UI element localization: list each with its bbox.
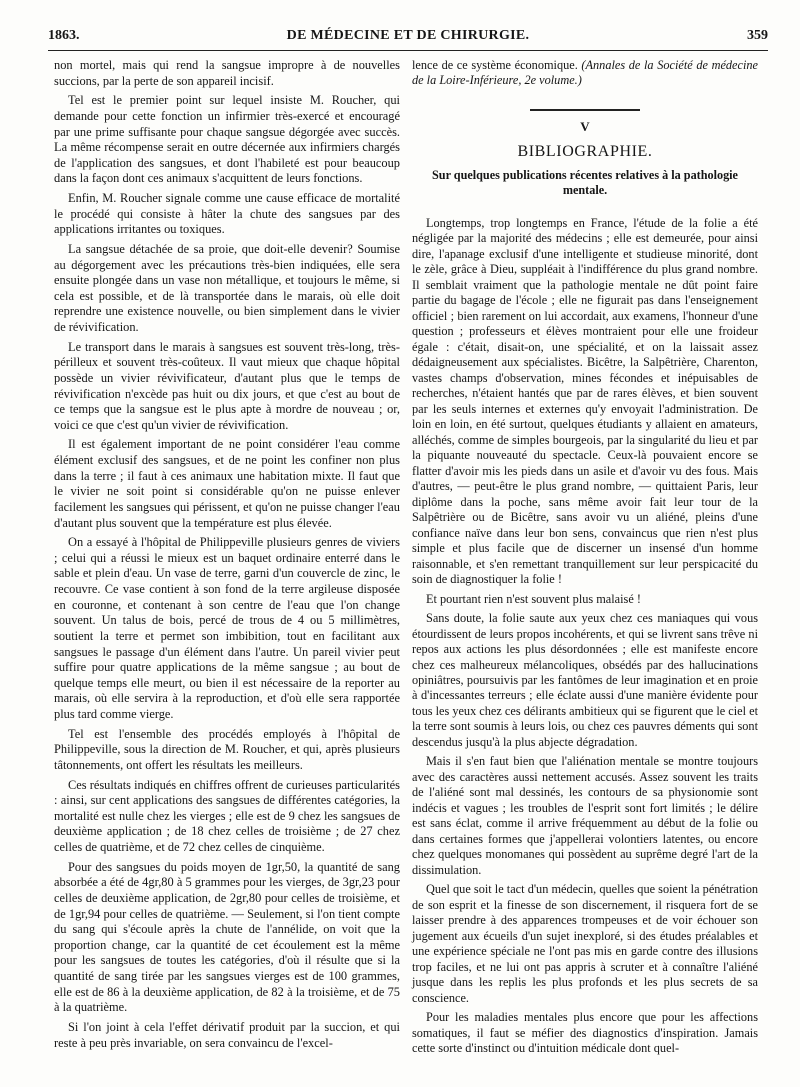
paragraph: Si l'on joint à cela l'effet dérivatif produit par la succion, et qui reste à peu près invariable, on sera convaincu de l'excel- bbox=[54, 1019, 400, 1050]
paragraph: Pour les maladies mentales plus encore que pour les affections somatiques, il faut se méfier des diagnostics d'inspiration. Jamais cette sorte d'instinct ou d'intuition médicale dont quel- bbox=[412, 1010, 758, 1056]
header-year: 1863. bbox=[48, 28, 80, 43]
left-column bbox=[54, 58, 400, 1055]
paragraph: non mortel, mais qui rend la sangsue impropre à de nouvelles succions, par la perte de son appareil incisif. bbox=[54, 58, 400, 88]
section-separator bbox=[530, 109, 640, 111]
paragraph: Quel que soit le tact d'un médecin, quelles que soient la pénétration de son esprit et la finesse de son discernement, il risquera fort de se laisser prendre à des apparences trompeuses et de voir échouer son jugement aux écueils d'un sujet inexploré, si des études préalables et une expérience spéciale ne l'ont pas mis en garde contre des illusions trop faciles, et ne lui ont pas appris à scruter et à connaître l'aliéné jusque dans les replis les plus profonds et les plus secrets de sa conscience. bbox=[412, 882, 758, 1005]
section-number: V bbox=[580, 118, 590, 134]
paragraph: La sangsue détachée de sa proie, que doit-elle devenir? Soumise au dégorgement avec les précautions très-bien indiquées, elle sera ensuite plongée dans un vase non métallique, et toujours le même, si cela est possible, et de là transportée dans le marais, où elle doit reprendre une existence nouvelle, ou bien simplement dans le vivier de révivification. bbox=[54, 241, 400, 334]
source-reference: (Annales de la Société de médecine de la Loire-Inférieure, 2e volume.) bbox=[412, 58, 759, 88]
paragraph: Pour des sangsues du poids moyen de 1gr,50, la quantité de sang absorbée a été de 4gr,80 à 5 grammes pour les vierges, de 3gr,23 pour celles de deuxième application, de 2gr,80 pour celles de troisième, et de 1gr,94 pour celles de quatrième. — Seulement, si l'on tient compte du sang qui s'écoule après la chute de l'annélide, on voit que la proportion change, car la quantité de cet écoulement est la même pour les sangsues de toutes les catégories, d'où il résulte que si la quantité de sang tirée par les sangsues vierges est de 100 grammes, elle est de 86 à la deuxième application, de 82 à la troisième, et de 75 à la quatrième. bbox=[54, 859, 400, 1015]
header-journal-title: DE MÉDECINE ET DE CHIRURGIE. bbox=[286, 28, 530, 43]
continuation-text: lence de ce système économique. bbox=[412, 58, 578, 72]
section-title: BIBLIOGRAPHIE. bbox=[517, 143, 653, 161]
bibliography-body bbox=[412, 216, 758, 1057]
header-rule bbox=[48, 50, 768, 51]
page-number: 359 bbox=[747, 28, 768, 43]
paragraph: Enfin, M. Roucher signale comme une cause efficace de mortalité le procédé qui consiste à hâter la chute des sangsues par des applications irritantes ou toxiques. bbox=[54, 191, 400, 237]
paragraph: Tel est l'ensemble des procédés employés à l'hôpital de Philippeville, sous la direction de M. Roucher, et qui, après plusieurs tâtonnements, ont offert les résultats les meilleurs. bbox=[54, 726, 400, 772]
paragraph: Il est également important de ne point considérer l'eau comme élément exclusif des sangsues, et de ne point les confiner non plus dans la terre ; il faut à ces animaux une habitation mixte. Il faut que le vivier ne soit point si considérable qu'on ne puisse enlever facilement les sangsues qui périssent, et qu'on ne puisse changer l'eau d'autant plus souvent que la température est plus élevée. bbox=[54, 437, 400, 530]
paragraph: Mais il s'en faut bien que l'aliénation mentale se montre toujours avec des caractères aussi nettement accusés. Assez souvent les traits de l'aliéné sont mal dessinés, les contours de sa physionomie sont indécis et vagues ; les troubles de l'esprit sont fort limités ; le délire est sans éclat, comme il arrive fréquemment au début de la folie ou dans certaines formes que j'appellerai volontiers latentes, ou encore chez quelques monomanes qui possèdent au suprême degré l'art de la dissimulation. bbox=[412, 754, 758, 877]
paragraph: Et pourtant rien n'est souvent plus malaisé ! bbox=[426, 591, 641, 606]
continuation-paragraph bbox=[412, 58, 758, 89]
section-subtitle: Sur quelques publications récentes relatives à la pathologie mentale. bbox=[432, 167, 738, 197]
paragraph: Ces résultats indiqués en chiffres offrent de curieuses particularités : ainsi, sur cent applications des sangsues de différentes catégories, la mortalité est nulle chez les vierges ; elle est de 9 chez les sangsues de deuxième application ; de 18 chez celles de troisième ; de 27 chez celles de quatrième, et de 72 chez celles de cinquième. bbox=[54, 777, 400, 854]
paragraph: On a essayé à l'hôpital de Philippeville plusieurs genres de viviers ; celui qui a réussi le mieux est un baquet ordinaire enterré dans le sable et plein d'eau. Un vase de terre, garni d'un couvercle de zinc, le recouvre. Ce vase contient à son fond de la terre argileuse disposée en couronne, et contenant à son centre de l'eau que l'on change souvent. Un talus de bois, percé de trous de 4 ou 5 millimètres, soutient la terre et permet son imbibition, tout en facilitant aux sangsues le passage d'un élément dans l'autre. Un pareil vivier peut suffire pour quatre applications de la même sangsue ; au bout de quelque temps elle meurt, ou bien il est nécessaire de la reporter au marais, où elle servira à la reproduction, et d'où elle sera rapportée plus tard comme vierge. bbox=[54, 535, 400, 721]
paragraph: Le transport dans le marais à sangsues est souvent très-long, très-périlleux et souvent très-coûteux. Il vaut mieux que chaque hôpital possède un vivier révivificateur, d'autant plus que le temps de révivification n'excède pas huit ou dix jours, et que c'est au bout de ce temps que la sangsue est le plus apte à mordre de nouveau ; or, voici ce que c'est qu'un vivier de révivification. bbox=[54, 339, 400, 432]
paragraph: Longtemps, trop longtemps en France, l'étude de la folie a été négligée par la majorité des médecins ; elle est demeurée, pour ainsi dire, l'apanage exclusif d'une intelligente et studieuse minorité, dont le zèle, grâce à Dieu, suppléait à l'indifférence du plus grand nombre. Il semblait vraiment que la pathologie mentale ne dût point faire partie du bagage de l'école ; elle ne figurait pas dans l'enseignement officiel ; bien rarement on lui accordait, aux examens, l'honneur d'une question ; professeurs et élèves montraient pour elle une froideur égale : c'était, disait-on, une spécialité, et on la laissait assez dédaigneusement aux spécialistes. Bicêtre, la Salpêtrière, Charenton, vastes champs d'observation, mines fécondes et inépuisables de recherches, n'étaient hantés que par de rares élèves, et bien souvent par les seuls internes et externes qu'y envoyait l'administration. De loin en loin, en été surtout, quelques étudiants y allaient en amateurs, alléchés, comme de simples bourgeois, par la singularité du lieu et par la piquante nouveauté du spectacle. Ceux-là pouvaient encore se flatter d'avoir mis les pieds dans un asile et d'avoir vu des fous. Mais d'autres, — peut-être le plus grand nombre, — quittaient Paris, leur diplôme dans la poche, sans même avoir fait leur tour de la Salpêtrière ou de Bicêtre, sans avoir vu un aliéné, pleins d'une confiance naïve dans leur bon sens, convaincus que rien n'est plus simple et plus facile que de discerner un insensé d'un homme raisonnable, et s'en remettant tranquillement sur leur perspicacité du soin de diagnostiquer la folie ! bbox=[412, 215, 758, 587]
running-header bbox=[48, 28, 768, 50]
paragraph: Tel est le premier point sur lequel insiste M. Roucher, qui demande pour cette fonction un infirmier très-exercé et encouragé par une prime suffisante pour chaque sangsue dégorgée avec succès. La même récompense serait en outre décernée aux infirmiers chargés de l'application des sangsues, et dont l'habileté est pour beaucoup dans la façon dont ces animaux s'acquittent de leurs fonctions. bbox=[54, 93, 400, 186]
paragraph: Sans doute, la folie saute aux yeux chez ces maniaques qui vous étourdissent de leurs propos incohérents, et qui se livrent sans trêve ni repos aux actions les plus désordonnées ; elle est manifeste encore chez ces malheureux mélancoliques, obsédés par des hallucinations opiniâtres, poursuivis par les fantômes de leur imagination et en proie à d'incessantes terreurs ; elle éclate aussi d'une manière évidente pour tous les yeux chez ces délirants ambitieux qui se figurent que le ciel et la terre sont soumis à leurs lois, ou chez ces pauvres déments qui sont descendus jusqu'à la plus abjecte dégradation. bbox=[412, 611, 758, 749]
right-column bbox=[412, 58, 758, 1061]
